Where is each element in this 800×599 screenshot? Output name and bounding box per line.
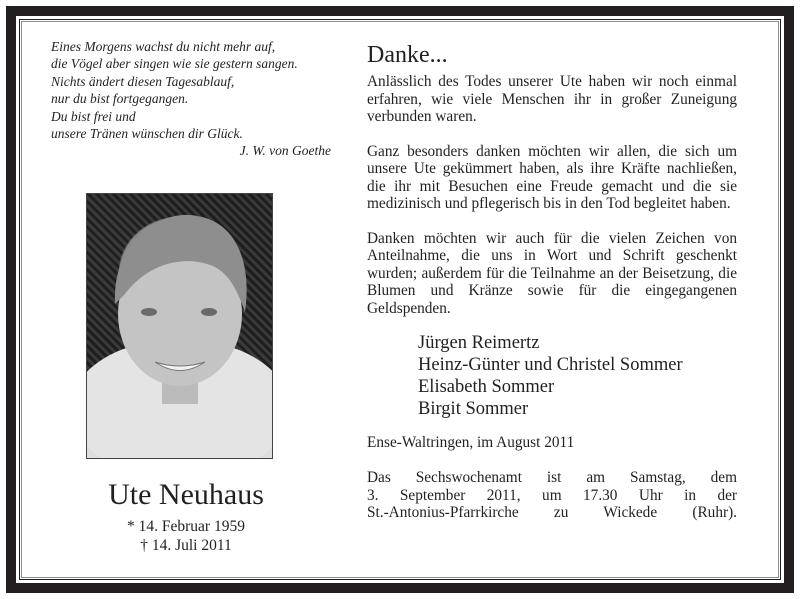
- service-line: St.-Antonius-Pfarrkirche zu Wickede (Ruhr).: [367, 504, 737, 521]
- signatory: Birgit Sommer: [418, 399, 529, 419]
- place-date: Ense-Waltringen, im August 2011: [367, 434, 575, 451]
- thanks-column: [367, 41, 737, 539]
- birth-date: * 14. Februar 1959: [127, 518, 245, 535]
- thanks-paragraph: Anlässlich des Todes unserer Ute haben wir noch einmal erfahren, wie viele Menschen ihr in großer Zuneigung verbunden waren.: [367, 73, 737, 125]
- service-line: Das Sechswochenamt ist am Samstag, dem: [367, 469, 737, 486]
- thanks-paragraph: Danken möchten wir auch für die vielen Zeichen von Anteilnahme, die uns in Wort und Schrift geschenkt wurden; außerdem für die Teilnahme an der Beisetzung, die Blumen und Kränze sowie für die eingegangenen Geldspenden.: [367, 229, 737, 317]
- signatory: Heinz-Günter und Christel Sommer: [418, 355, 683, 375]
- poem-block: [51, 38, 331, 160]
- death-date: † 14. Juli 2011: [140, 537, 232, 554]
- deceased-name: Ute Neuhaus: [108, 478, 264, 511]
- thanks-title: Danke...: [367, 42, 448, 68]
- signatory: Jürgen Reimertz: [418, 333, 540, 353]
- portrait-photo: [86, 193, 273, 459]
- signatories: [418, 332, 737, 420]
- poem-line: Du bist frei und: [51, 108, 136, 124]
- service-notice: [367, 469, 737, 522]
- poem-line: Eines Morgens wachst du nicht mehr auf,: [51, 39, 276, 54]
- poem-line: nur du bist fortgegangen.: [51, 91, 189, 107]
- poem-author: J. W. von Goethe: [239, 143, 331, 159]
- service-line: 3. September 2011, um 17.30 Uhr in der: [367, 486, 737, 504]
- life-dates: [64, 517, 308, 555]
- portrait-illustration: [87, 194, 273, 459]
- poem-line: die Vögel aber singen wie sie gestern sangen.: [51, 56, 298, 72]
- poem-line: unsere Tränen wünschen dir Glück.: [51, 126, 243, 142]
- poem-line: Nichts ändert diesen Tagesablauf,: [51, 73, 235, 89]
- thanks-paragraph: Ganz besonders danken möchten wir allen, die sich um unsere Ute gekümmert haben, als ihre Kräfte nachließen, die ihr mit Besuchen eine Freude gemacht und die sie medizinisch und pflegerisch bis in den Tod begleitet haben.: [367, 142, 737, 212]
- signatory: Elisabeth Sommer: [418, 377, 555, 397]
